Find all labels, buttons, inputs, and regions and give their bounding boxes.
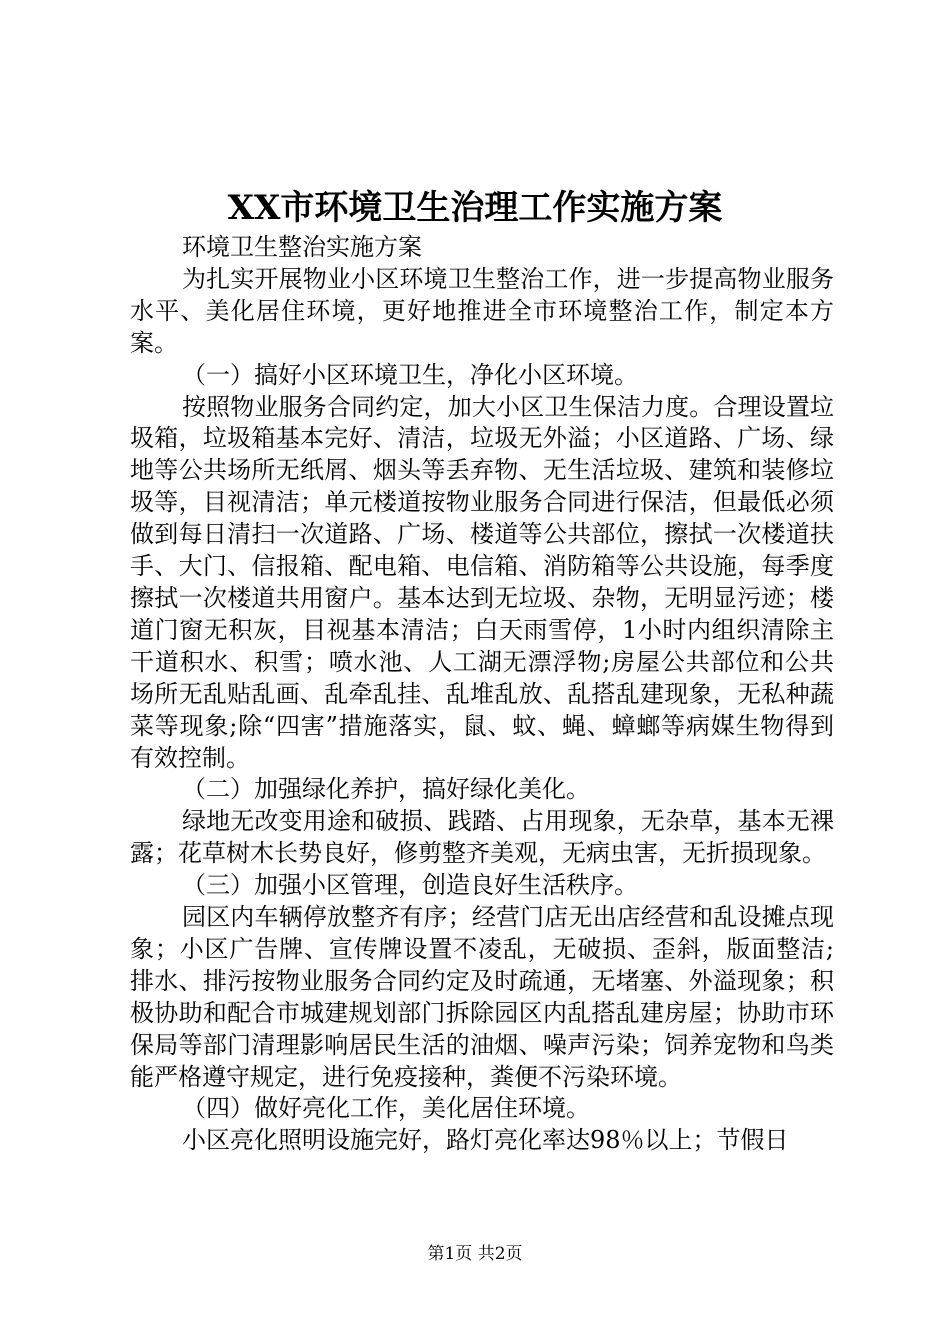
paragraph-section-3: 园区内车辆停放整齐有序；经营门店无出店经营和乱设摊点现象；小区广告牌、宣传牌设置不凌乱，无破损、歪斜，版面整洁;排水、排污按物业服务合同约定及时疏通，无堵塞、外溢现象；积极协助和配合市城建规划部门拆除园区内乱搭乱建房屋；协助市环保局等部门清理影响居民生活的油烟、噪声污染；饲养宠物和鸟类能严格遵守规定，进行免疫接种，粪便不污染环境。 — [130, 903, 834, 1091]
section-heading-2: （二）加强绿化养护，搞好绿化美化。 — [182, 775, 590, 804]
paragraph-subtitle: 环境卫生整治实施方案 — [182, 233, 422, 261]
document-title: XX市环境卫生治理工作实施方案 — [227, 188, 723, 228]
section-heading-3: （三）加强小区管理，创造良好生活秩序。 — [182, 871, 638, 900]
document-body — [130, 232, 834, 1157]
page-footer: 第1页 共2页 — [427, 1244, 523, 1264]
paragraph-intro: 为扎实开展物业小区环境卫生整治工作，进一步提高物业服务水平、美化居住环境，更好地推进全市环境整治工作，制定本方案。 — [130, 264, 834, 357]
section-heading-1: （一）搞好小区环境卫生，净化小区环境。 — [182, 360, 638, 389]
paragraph-section-4: 小区亮化照明设施完好，路灯亮化率达98％以上；节假日 — [182, 1126, 789, 1155]
section-heading-4: （四）做好亮化工作，美化居住环境。 — [182, 1094, 590, 1123]
paragraph-section-2: 绿地无改变用途和破损、践踏、占用现象，无杂草，基本无裸露；花草树木长势良好，修剪整齐美观，无病虫害，无折损现象。 — [130, 807, 834, 868]
paragraph-section-1: 按照物业服务合同约定，加大小区卫生保洁力度。合理设置垃圾箱，垃圾箱基本完好、清洁，垃圾无外溢；小区道路、广场、绿地等公共场所无纸屑、烟头等丢弃物、无生活垃圾、建筑和装修垃圾等，目视清洁；单元楼道按物业服务合同进行保洁，但最低必须做到每日清扫一次道路、广场、楼道等公共部位，擦拭一次楼道扶手、大门、信报箱、配电箱、电信箱、消防箱等公共设施，每季度擦拭一次楼道共用窗户。基本达到无垃圾、杂物，无明显污迹；楼道门窗无积灰，目视基本清洁；白天雨雪停，1小时内组织清除主干道积水、积雪；喷水池、人工湖无漂浮物;房屋公共部位和公共场所无乱贴乱画、乱牵乱挂、乱堆乱放、乱搭乱建现象，无私种蔬菜等现象;除“四害”措施落实，鼠、蚊、蝇、蟑螂等病媒生物得到有效控制。 — [130, 392, 834, 772]
